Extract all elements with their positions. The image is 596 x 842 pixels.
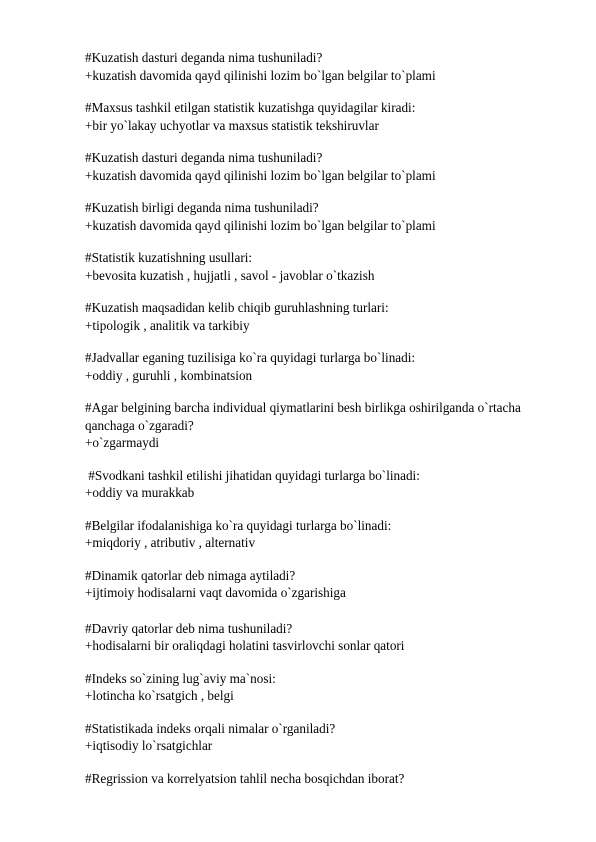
question-text: #Statistik kuzatishning usullari: <box>85 250 253 265</box>
question-text: #Maxsus tashkil etilgan statistik kuzatishga quyidagilar kiradi: <box>85 100 416 115</box>
question-text: #Indeks so`zining lug`aviy ma`nosi: <box>85 670 276 686</box>
answer-text: +bevosita kuzatish , hujjatli , savol - javoblar o`tkazish <box>85 267 375 283</box>
question-text: #Agar belgining barcha individual qiymatlarini besh birlikga oshirilganda o`rtacha qanchaga o`zgaradi? <box>85 400 525 433</box>
question-text: #Kuzatish dasturi deganda nima tushuniladi? <box>85 50 323 65</box>
question-text: #Davriy qatorlar deb nima tushuniladi? <box>85 620 293 636</box>
qa-item <box>85 567 565 602</box>
document-body <box>85 49 565 802</box>
qa-item <box>85 99 565 134</box>
qa-item <box>85 299 565 334</box>
qa-item <box>85 467 565 502</box>
qa-item <box>85 49 565 84</box>
qa-item <box>85 720 565 755</box>
qa-item <box>85 399 565 452</box>
qa-item <box>85 349 565 384</box>
qa-item <box>85 770 565 788</box>
question-text: #Dinamik qatorlar deb nimaga aytiladi? <box>85 567 296 583</box>
answer-text: +bir yo`lakay uchyotlar va maxsus statistik tekshiruvlar <box>85 117 379 133</box>
answer-text: +hodisalarni bir oraliqdagi holatini tasvirlovchi sonlar qatori <box>85 638 405 653</box>
qa-item <box>85 670 565 705</box>
question-text: #Kuzatish maqsadidan kelib chiqib guruhlashning turlari: <box>85 300 389 315</box>
answer-text: +ijtimoiy hodisalarni vaqt davomida o`zgarishiga <box>85 585 346 600</box>
answer-text: +kuzatish davomida qayd qilinishi lozim bo`lgan belgilar to`plami <box>85 67 436 83</box>
question-text: #Kuzatish dasturi deganda nima tushuniladi? <box>85 150 323 165</box>
question-text: #Kuzatish birligi deganda nima tushuniladi? <box>85 200 319 215</box>
question-text: #Belgilar ifodalanishiga ko`ra quyidagi turlarga bo`linadi: <box>85 517 392 533</box>
qa-item <box>85 149 565 184</box>
answer-text: +iqtisodiy lo`rsatgichlar <box>85 738 213 753</box>
qa-item <box>85 517 565 552</box>
qa-item <box>85 199 565 234</box>
answer-text: +kuzatish davomida qayd qilinishi lozim bo`lgan belgilar to`plami <box>85 167 436 183</box>
answer-text: +oddiy va murakkab <box>85 485 195 500</box>
answer-text: +miqdoriy , atributiv , alternativ <box>85 535 256 550</box>
question-text: #Jadvallar eganing tuzilisiga ko`ra quyidagi turlarga bo`linadi: <box>85 350 416 365</box>
qa-item <box>85 620 565 655</box>
qa-item <box>85 249 565 284</box>
answer-text: +tipologik , analitik va tarkibiy <box>85 317 250 333</box>
answer-text: +kuzatish davomida qayd qilinishi lozim bo`lgan belgilar to`plami <box>85 217 436 233</box>
question-text: #Svodkani tashkil etilishi jihatidan quyidagi turlarga bo`linadi: <box>85 467 420 483</box>
answer-text: +lotincha ko`rsatgich , belgi <box>85 688 234 703</box>
question-text: #Regrission va korrelyatsion tahlil necha bosqichdan iborat? <box>85 770 405 786</box>
answer-text: +o`zgarmaydi <box>85 435 160 450</box>
answer-text: +oddiy , guruhli , kombinatsion <box>85 367 253 383</box>
question-text: #Statistikada indeks orqali nimalar o`rganiladi? <box>85 720 336 736</box>
